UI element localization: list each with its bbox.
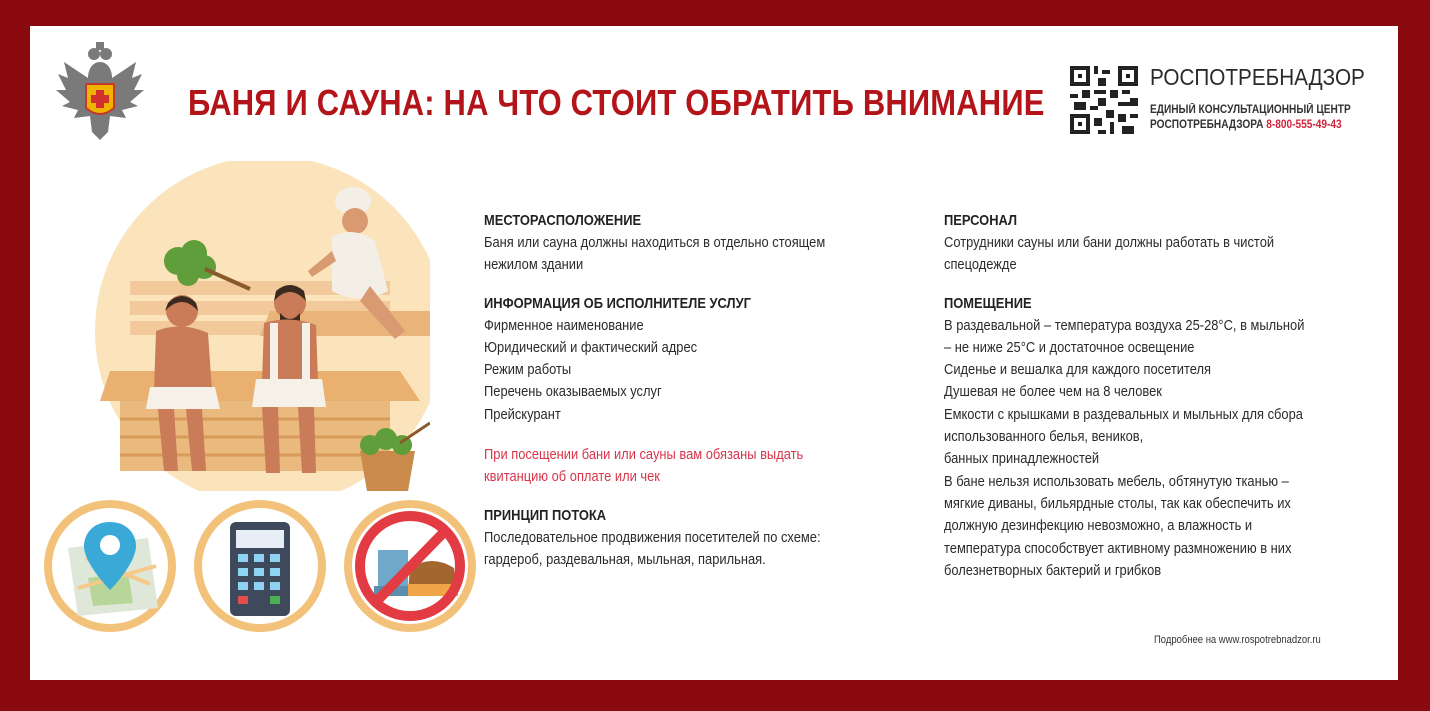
text-line: должную дезинфекцию невозможно, а влажность и: [944, 517, 1253, 535]
text-line: болезнетворных бактерий и грибков: [944, 561, 1162, 579]
text-line: нежилом здании: [484, 256, 584, 274]
text-line: В раздевальной – температура воздуха 25-28°С, в мыльной: [944, 316, 1305, 334]
location-pin-icon: [44, 500, 176, 632]
text-line: Последовательное продвижения посетителей по схеме:: [484, 528, 821, 546]
section-location: [484, 212, 904, 277]
qr-code-icon: [1070, 66, 1138, 134]
poster: [30, 26, 1398, 680]
section-receipt-notice: [484, 444, 904, 489]
list-item: Фирменное наименование: [484, 316, 644, 334]
text-line: банных принадлежностей: [944, 450, 1100, 468]
list-item: Прейскурант: [484, 405, 561, 423]
list-item: Перечень оказываемых услуг: [484, 383, 662, 401]
consult-line-2: РОСПОТРЕБНАДЗОРА 8-800-555-49-43: [1150, 119, 1342, 131]
heading-premises: ПОМЕЩЕНИЕ: [944, 294, 1032, 312]
payment-terminal-icon: [194, 500, 326, 632]
left-column: [484, 212, 904, 589]
icon-row: [38, 488, 478, 638]
eagle-emblem-icon: [52, 40, 148, 148]
section-provider: [484, 295, 904, 426]
section-staff: [944, 212, 1384, 277]
section-flow: [484, 507, 904, 572]
list-item: Юридический и фактический адрес: [484, 338, 698, 356]
section-premises: [944, 295, 1384, 583]
heading-provider: ИНФОРМАЦИЯ ОБ ИСПОЛНИТЕЛЕ УСЛУГ: [484, 294, 751, 312]
notice-line: При посещении бани или сауны вам обязаны выдать: [484, 446, 804, 464]
text-line: Баня или сауна должны находиться в отдельно стоящем: [484, 234, 826, 251]
heading-flow: ПРИНЦИП ПОТОКА: [484, 506, 607, 524]
text-line: Сотрудники сауны или бани должны работать в чистой: [944, 234, 1275, 251]
brand-name: РОСПОТРЕБНАДЗОР: [1150, 64, 1365, 90]
consult-center: [1150, 103, 1351, 133]
list-item: Режим работы: [484, 361, 572, 379]
text-line: температура способствует активному размножению в них: [944, 539, 1292, 557]
more-info-link: Подробнее на www.rospotrebnadzor.ru: [1154, 634, 1321, 646]
heading-location: МЕСТОРАСПОЛОЖЕНИЕ: [484, 212, 642, 229]
page-title: БАНЯ И САУНА: НА ЧТО СТОИТ ОБРАТИТЬ ВНИМАНИЕ: [188, 82, 1045, 123]
text-line: Сиденье и вешалка для каждого посетителя: [944, 361, 1211, 379]
text-line: Душевая не более чем на 8 человек: [944, 383, 1162, 401]
heading-staff: ПЕРСОНАЛ: [944, 212, 1018, 229]
text-line: – не ниже 25°С и достаточное освещение: [944, 338, 1195, 356]
text-line: В бане нельзя использовать мебель, обтянутую тканью –: [944, 472, 1289, 490]
hotline-phone: 8-800-555-49-43: [1266, 119, 1342, 131]
no-upholstered-furniture-icon: [344, 500, 476, 632]
text-line: спецодежде: [944, 256, 1017, 274]
text-line: Емкости с крышками в раздевальных и мыльных для сбора: [944, 405, 1303, 423]
right-column: [944, 212, 1384, 600]
text-line: гардероб, раздевальная, мыльная, парильная.: [484, 550, 766, 568]
sauna-illustration: [70, 161, 430, 491]
text-line: мягкие диваны, бильярдные столы, так как обеспечить их: [944, 494, 1291, 512]
text-line: использованного белья, веников,: [944, 428, 1144, 446]
notice-line: квитанцию об оплате или чек: [484, 468, 660, 486]
consult-line-1: ЕДИНЫЙ КОНСУЛЬТАЦИОННЫЙ ЦЕНТР: [1150, 104, 1351, 116]
